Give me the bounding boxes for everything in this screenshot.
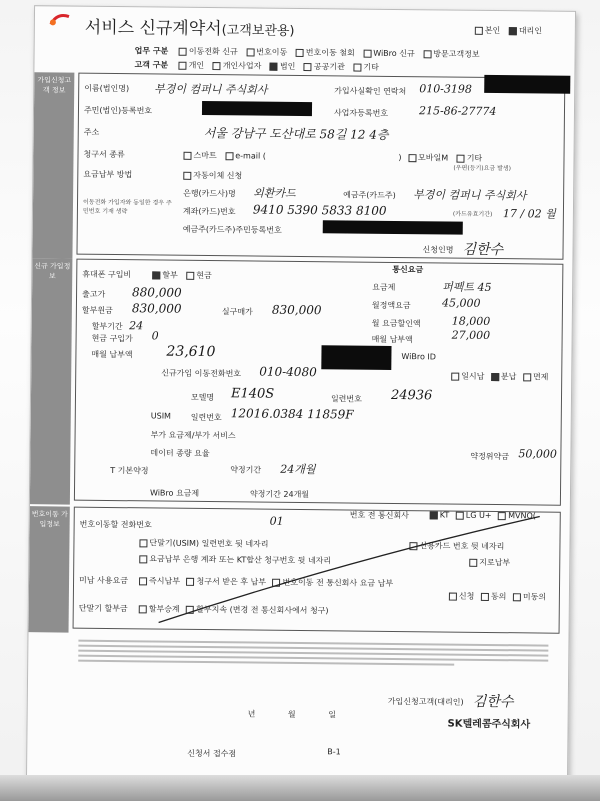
phone-label: 가입사실확인 연락처 [334, 86, 407, 97]
received-label: 신청서 접수점 [187, 748, 237, 759]
pay-auto [183, 170, 242, 182]
redaction-reg [202, 101, 312, 116]
opt-immediate: 즉시납부 [149, 576, 181, 586]
addr-value: 서울 강남구 도산대로 58길 12 4층 [203, 125, 389, 142]
section-customer-label: 가입신청고객 정보 [37, 76, 72, 95]
months-row [92, 319, 144, 333]
opt-wibro: WiBro 신규 [373, 48, 415, 59]
checkbox-sole[interactable] [213, 62, 221, 70]
owner-reg-label: 예금주(카드주)주민등록번호 [182, 224, 282, 235]
port-num-label: 번호이동할 전화번호 [79, 519, 152, 530]
serial-value: 24936 [390, 387, 433, 404]
checkbox-personal[interactable] [179, 61, 187, 69]
expiry-label: (카드유효기간) [452, 210, 493, 218]
signer-value: 김한수 [472, 693, 514, 711]
penalty-label: 약정위약금 [470, 451, 510, 462]
checkbox-succession[interactable] [139, 605, 147, 613]
cash-label: 현금 구입가 [91, 333, 133, 344]
signature-value: 김한수 [462, 241, 504, 259]
basic-label: 월정액요금 [371, 300, 411, 311]
photo-bottom-shadow [0, 775, 600, 801]
device-options [152, 269, 212, 281]
section-customer-tab [32, 72, 74, 258]
sk-logo-icon [47, 10, 73, 30]
opt-smart: 스마트 [193, 150, 217, 161]
checkbox-other[interactable] [353, 63, 361, 71]
rate-label: 요금제 [372, 282, 396, 292]
opt-carrier-pay: 번호이동 전 통신회사 요금 납부 [282, 577, 394, 588]
checkbox-installment[interactable] [152, 271, 160, 279]
install-label: 할부원금 [81, 305, 113, 316]
billing-label: 청구서 종류 [83, 149, 125, 160]
opt-lg: LG U+ [465, 510, 492, 521]
checkbox-smart[interactable] [183, 151, 191, 159]
owner-value: 부경이 컴퍼니 주식회사 [413, 188, 527, 203]
section-port-tab [29, 506, 70, 632]
data-label: 데이터 종량 요율 [150, 448, 210, 459]
wibro-contract-label: WiBro 요금제 [149, 488, 200, 498]
contract-label: 약정기간 [230, 465, 262, 475]
checkbox-port-2[interactable] [139, 555, 147, 563]
device-label: 휴대폰 구입비 [82, 269, 132, 280]
prepaid-label: 미납 사용요금 [79, 575, 129, 586]
checkbox-port-0[interactable] [139, 539, 147, 547]
checkbox-new[interactable] [179, 47, 187, 55]
label-self: 본인 [484, 25, 501, 36]
opt-visit: 방문고객정보 [433, 49, 480, 59]
carrier-label: 번호 전 통신회사 [349, 510, 409, 521]
section-plan-tab [30, 258, 73, 504]
bank-value: 외환카드 [253, 186, 296, 200]
opt-split: 분납 [500, 372, 517, 382]
opt-email: e-mail ( [235, 151, 266, 161]
opt-installment: 할부 [162, 270, 178, 280]
opt-mvno: MVNO( [508, 511, 536, 521]
business-label: 업무 구분 [134, 46, 169, 56]
checkbox-wibro[interactable] [363, 49, 371, 57]
opt-succession: 할부승계 [148, 604, 180, 614]
basic-value: 45,000 [441, 296, 481, 310]
checkbox-exempt[interactable] [523, 373, 531, 381]
monthly-label: 매월 납부액 [91, 349, 133, 360]
port-row-2-label: 요금납부 은행 계좌 또는 KT합산 청구번호 뒷 네자리 [149, 554, 332, 566]
day-label: 일 [328, 710, 337, 720]
owner-label: 예금주(카드주) [343, 190, 396, 200]
redaction-newnum [321, 345, 391, 370]
email-note: (우편(등기)요금 발생) [453, 164, 512, 173]
opt-billing-other: 기타 [466, 153, 483, 163]
port-num-value: 01 [269, 514, 284, 528]
actual-label: 실구매가 [221, 307, 253, 317]
model-label: 모델명 [190, 392, 215, 403]
opt-cancel: 번호이동 철회 [305, 48, 355, 58]
checkbox-cash[interactable] [186, 271, 194, 279]
type-options [451, 371, 548, 383]
opt-personal: 개인 [188, 60, 205, 70]
signature-label: 신청인명 [422, 245, 454, 255]
release-value: 880,000 [132, 285, 182, 300]
acct-label: 계좌(카드)번호 [182, 206, 236, 217]
phone-value: 010-3198 [419, 82, 473, 96]
bank-label: 은행(카드사)명 [183, 188, 236, 199]
redaction-phone [484, 75, 570, 94]
months-label: 할부기간 [91, 321, 123, 332]
device-pay-label: 단말기 할부금 [78, 603, 128, 614]
opt-mobile: 모바일M [418, 153, 449, 163]
usim-label: USIM [150, 411, 172, 421]
checkbox-cancel[interactable] [296, 48, 304, 56]
opt-email-close: ) [398, 153, 402, 163]
customer-type-row [134, 59, 379, 73]
opt-exempt: 면제 [532, 372, 549, 382]
biz-label: 사업자등록번호 [333, 108, 389, 118]
opt-port: 번호이동 [256, 47, 288, 57]
checkbox-email[interactable] [225, 152, 233, 160]
usim-serial-label: 일련번호 [190, 412, 222, 423]
fine-print [78, 637, 548, 670]
title-main: 서비스 신규계약서 [84, 17, 222, 40]
pay-auto-label: 자동이체 신청 [193, 170, 243, 181]
opt-lump: 일시납 [461, 371, 485, 381]
business-row [135, 45, 480, 60]
redaction-owner-reg [323, 220, 463, 234]
page-number: B-1 [327, 747, 341, 757]
signer-label: 가입신청고객(대리인) [387, 696, 464, 707]
opt-agree: 동의 [490, 592, 507, 602]
opt-continue: 할부지속 (변경 전 통신회사에서 청구) [196, 604, 329, 616]
opt-corp: 법인 [279, 61, 296, 71]
checkbox-visit[interactable] [423, 50, 431, 58]
wibro-label: WiBro ID [401, 352, 436, 362]
addr-label: 주소 [83, 127, 100, 137]
port-row-1-label: 신용카드 번호 뒷 네자리 [419, 541, 505, 552]
opt-public: 공공기관 [313, 62, 345, 72]
newnum-label: 신규가입 이동전화번호 [161, 368, 242, 379]
opt-after-bill: 청구서 받은 후 납부 [196, 576, 267, 587]
wibro-contract-value: 약정기간 24개월 [249, 489, 310, 500]
title-suffix: (고객보관용) [221, 23, 295, 39]
biz-value: 215-86-27774 [418, 104, 497, 119]
checkbox-self[interactable] [475, 26, 483, 34]
reg-label: 주민(법인)등록번호 [83, 105, 153, 116]
actual-value: 830,000 [271, 302, 322, 318]
pay-monthly-label: 매월 납부액 [371, 334, 413, 345]
rate-value: 퍼펙트 45 [442, 280, 492, 294]
checkbox-billing-other[interactable] [457, 154, 465, 162]
page-title [85, 13, 295, 40]
left-note: 이동전화 가입자와 동일한 경우 주민번호 기재 생략 [82, 198, 172, 216]
serial-label: 일련번호 [330, 394, 362, 404]
checkbox-lump[interactable] [451, 372, 459, 380]
opt-disagree: 미동의 [522, 592, 547, 602]
checkbox-auto[interactable] [183, 171, 191, 179]
name-value: 부경이 컴퍼니 주식회사 [154, 82, 268, 97]
opt-apply: 신청 [458, 591, 475, 601]
section-plan-label: 신규 가입정보 [34, 262, 71, 281]
checkbox-port[interactable] [246, 48, 254, 56]
customer-type-label: 고객 구분 [134, 60, 169, 70]
discount-value: 18,000 [451, 314, 491, 328]
date-row [248, 708, 336, 720]
port-row-3-label: 지로납부 [479, 557, 511, 568]
pay-monthly-value: 27,000 [451, 328, 491, 342]
contract-value: 24개월 [280, 462, 316, 477]
opt-kt: KT [439, 510, 450, 520]
cash-value: 0 [151, 329, 159, 343]
agent-checkboxes [475, 25, 542, 37]
install-value: 830,000 [131, 301, 182, 316]
opt-new: 이동전화 신규 [188, 46, 238, 57]
pay-label: 요금납부 방법 [83, 169, 133, 180]
checkbox-public[interactable] [304, 63, 312, 71]
name-label: 이름(법인명) [84, 83, 130, 94]
checkbox-mobile[interactable] [408, 154, 416, 162]
months-value: 24 [129, 319, 144, 333]
port-row-0-label: 단말기(USIM) 일련번호 뒷 네자리 [149, 538, 269, 549]
t-label: T 기본약정 [110, 466, 149, 476]
opt-cash: 현금 [196, 270, 212, 281]
acct-value: 9410 5390 5833 8100 [252, 202, 387, 218]
rate-section: 통신요금 [392, 264, 424, 275]
year-label: 년 [247, 709, 256, 719]
company-name: SK텔레콤주식회사 [447, 718, 531, 731]
usim-serial-value: 12016.0384 11859F [230, 406, 354, 422]
checkbox-split[interactable] [491, 372, 499, 380]
contract-sheet [26, 5, 576, 788]
discount-label: 월 요금할인액 [371, 318, 421, 329]
strike-mark [149, 507, 550, 631]
month-label: 월 [287, 709, 296, 719]
checkbox-corp[interactable] [270, 62, 278, 70]
label-agent: 대리인 [518, 26, 543, 36]
opt-sole: 개인사업자 [222, 61, 262, 71]
monthly-value: 23,610 [166, 343, 216, 361]
model-value: E140S [230, 386, 275, 402]
section-port-label: 번호이동 가입정보 [31, 510, 68, 529]
opt-other: 기타 [363, 62, 379, 72]
checkbox-agent[interactable] [509, 27, 517, 35]
expiry-value: 17 / 02 월 [502, 207, 556, 221]
release-label: 출고가 [82, 289, 106, 299]
penalty-value: 50,000 [518, 447, 557, 461]
sk-logo [47, 10, 73, 30]
extra-label: 부가 요금제/부가 서비스 [150, 430, 236, 441]
newnum-value: 010-4080 [259, 364, 317, 380]
checkbox-immediate[interactable] [139, 577, 147, 585]
